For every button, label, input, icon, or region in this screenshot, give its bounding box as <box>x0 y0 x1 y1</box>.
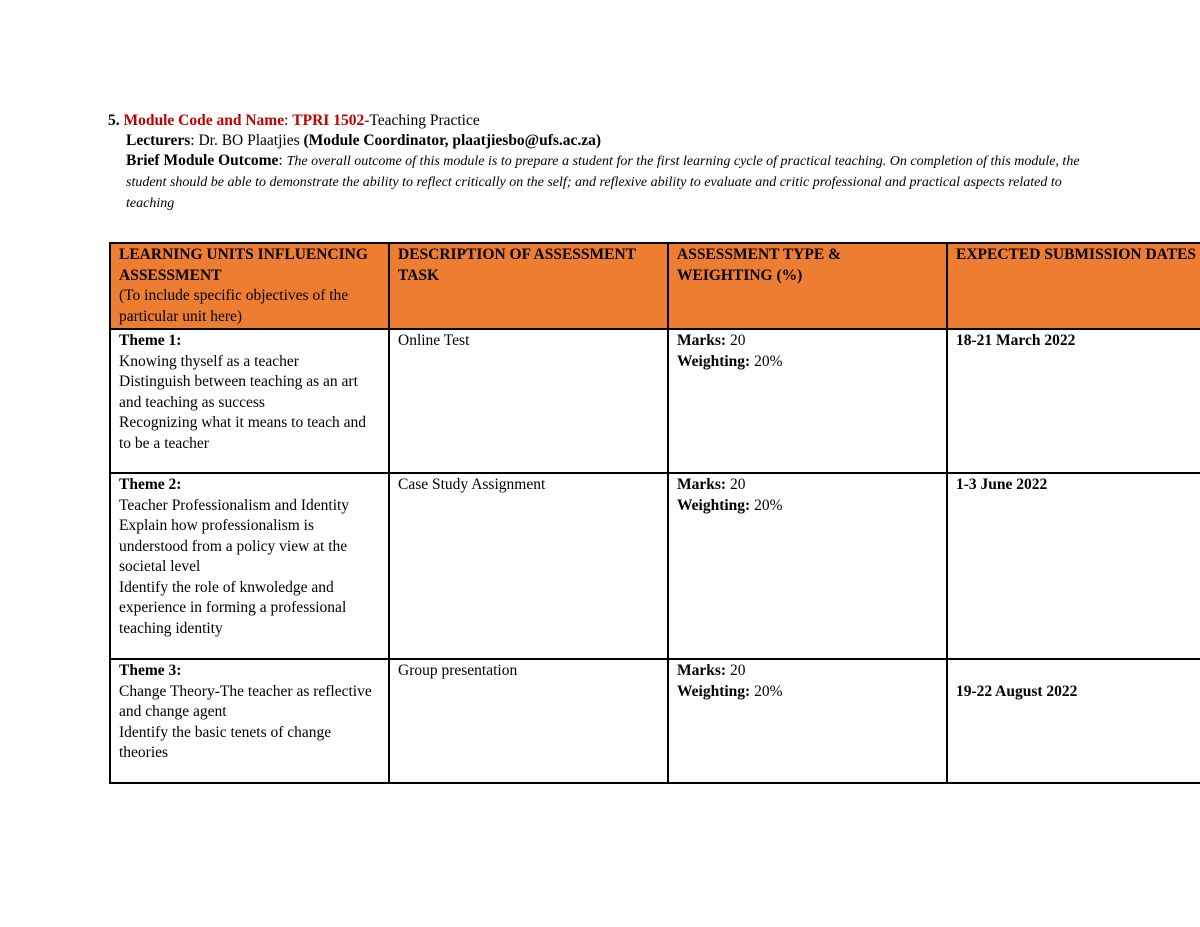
marks-label: Marks: <box>677 662 727 679</box>
date-cell <box>947 329 1200 473</box>
marks-label: Marks: <box>677 476 727 493</box>
header-assessment-type-title: ASSESSMENT TYPE & WEIGHTING (%) <box>677 246 841 284</box>
submission-date: 18-21 March 2022 <box>956 332 1076 349</box>
module-name: Teaching Practice <box>369 112 480 129</box>
weighting-cell <box>668 329 947 473</box>
theme-line: Identify the role of knwoledge and experience in forming a professional teaching identity <box>119 578 347 637</box>
weighting-label: Weighting: <box>677 682 751 700</box>
header-learning-units <box>110 243 389 329</box>
weighting-line <box>677 496 938 517</box>
marks-value: 20 <box>726 662 746 679</box>
weighting-line <box>677 682 938 703</box>
weighting-cell <box>668 473 947 659</box>
table-header-row <box>110 243 1200 329</box>
header-description <box>389 243 668 329</box>
assessment-table <box>109 242 1200 784</box>
learning-unit-cell <box>110 473 389 659</box>
weighting-value: 20% <box>750 352 783 370</box>
header-submission-dates-title: EXPECTED SUBMISSION DATES <box>956 246 1197 263</box>
section-number: 5. <box>108 112 120 129</box>
learning-unit-cell <box>110 329 389 473</box>
theme-line: Knowing thyself as a teacher <box>119 352 299 370</box>
task-description: Online Test <box>398 332 470 349</box>
theme-line: Teacher Professionalism and Identity <box>119 496 350 514</box>
date-cell <box>947 659 1200 783</box>
marks-value: 20 <box>726 476 746 493</box>
marks-line <box>677 331 938 352</box>
lecturers-value: : Dr. BO Plaatjies <box>190 132 304 149</box>
task-cell <box>389 329 668 473</box>
submission-date: 19-22 August 2022 <box>956 683 1078 700</box>
module-header <box>108 111 1088 214</box>
weighting-cell <box>668 659 947 783</box>
weighting-label: Weighting: <box>677 496 751 514</box>
theme-title: Theme 3: <box>119 662 182 679</box>
outcome-colon: : <box>278 152 287 169</box>
lecturers-label: Lecturers <box>126 132 191 149</box>
lecturers-coordinator: (Module Coordinator, plaatjiesbo@ufs.ac.za) <box>303 132 602 149</box>
module-title-line <box>108 111 1088 131</box>
theme-title: Theme 2: <box>119 476 182 493</box>
module-code: TPRI 1502- <box>292 112 370 129</box>
outcome-text: The overall outcome of this module is to prepare a student for the first learning cycle of practical teaching. On completion of this module, the student should be able to demonstrate the ability to reflect critically on the self; and reflexive ability to evaluate and critic professional and practical aspects related to teaching <box>126 154 1080 211</box>
table-row <box>110 329 1200 473</box>
marks-label: Marks: <box>677 332 727 349</box>
marks-value: 20 <box>726 332 746 349</box>
module-code-label: Module Code and Name <box>123 112 285 129</box>
header-description-title: DESCRIPTION OF ASSESSMENT TASK <box>398 246 636 284</box>
weighting-line <box>677 352 938 373</box>
task-description: Case Study Assignment <box>398 476 546 493</box>
theme-line: Recognizing what it means to teach and to be a teacher <box>119 414 367 452</box>
marks-line <box>677 661 938 682</box>
learning-unit-cell <box>110 659 389 783</box>
weighting-value: 20% <box>750 496 783 514</box>
outcome-label: Brief Module Outcome <box>126 152 279 169</box>
lecturers-line <box>108 131 1088 151</box>
theme-line: Identify the basic tenets of change theories <box>119 723 332 761</box>
table-row <box>110 473 1200 659</box>
task-description: Group presentation <box>398 662 518 679</box>
theme-line: Change Theory-The teacher as reflective and change agent <box>119 682 372 720</box>
marks-line <box>677 475 938 496</box>
table-row <box>110 659 1200 783</box>
theme-title: Theme 1: <box>119 332 182 349</box>
weighting-label: Weighting: <box>677 352 751 370</box>
outcome-paragraph <box>108 151 1088 214</box>
module-code-colon: : <box>284 112 289 129</box>
header-assessment-type <box>668 243 947 329</box>
header-learning-units-title: LEARNING UNITS INFLUENCING ASSESSMENT <box>119 246 368 284</box>
submission-date: 1-3 June 2022 <box>956 476 1048 493</box>
header-learning-units-note: (To include specific objectives of the particular unit here) <box>119 287 349 325</box>
weighting-value: 20% <box>750 682 783 700</box>
header-submission-dates <box>947 243 1200 329</box>
task-cell <box>389 473 668 659</box>
date-cell <box>947 473 1200 659</box>
theme-line: Explain how professionalism is understood from a policy view at the societal level <box>119 517 348 575</box>
task-cell <box>389 659 668 783</box>
theme-line: Distinguish between teaching as an art and teaching as success <box>119 373 358 411</box>
